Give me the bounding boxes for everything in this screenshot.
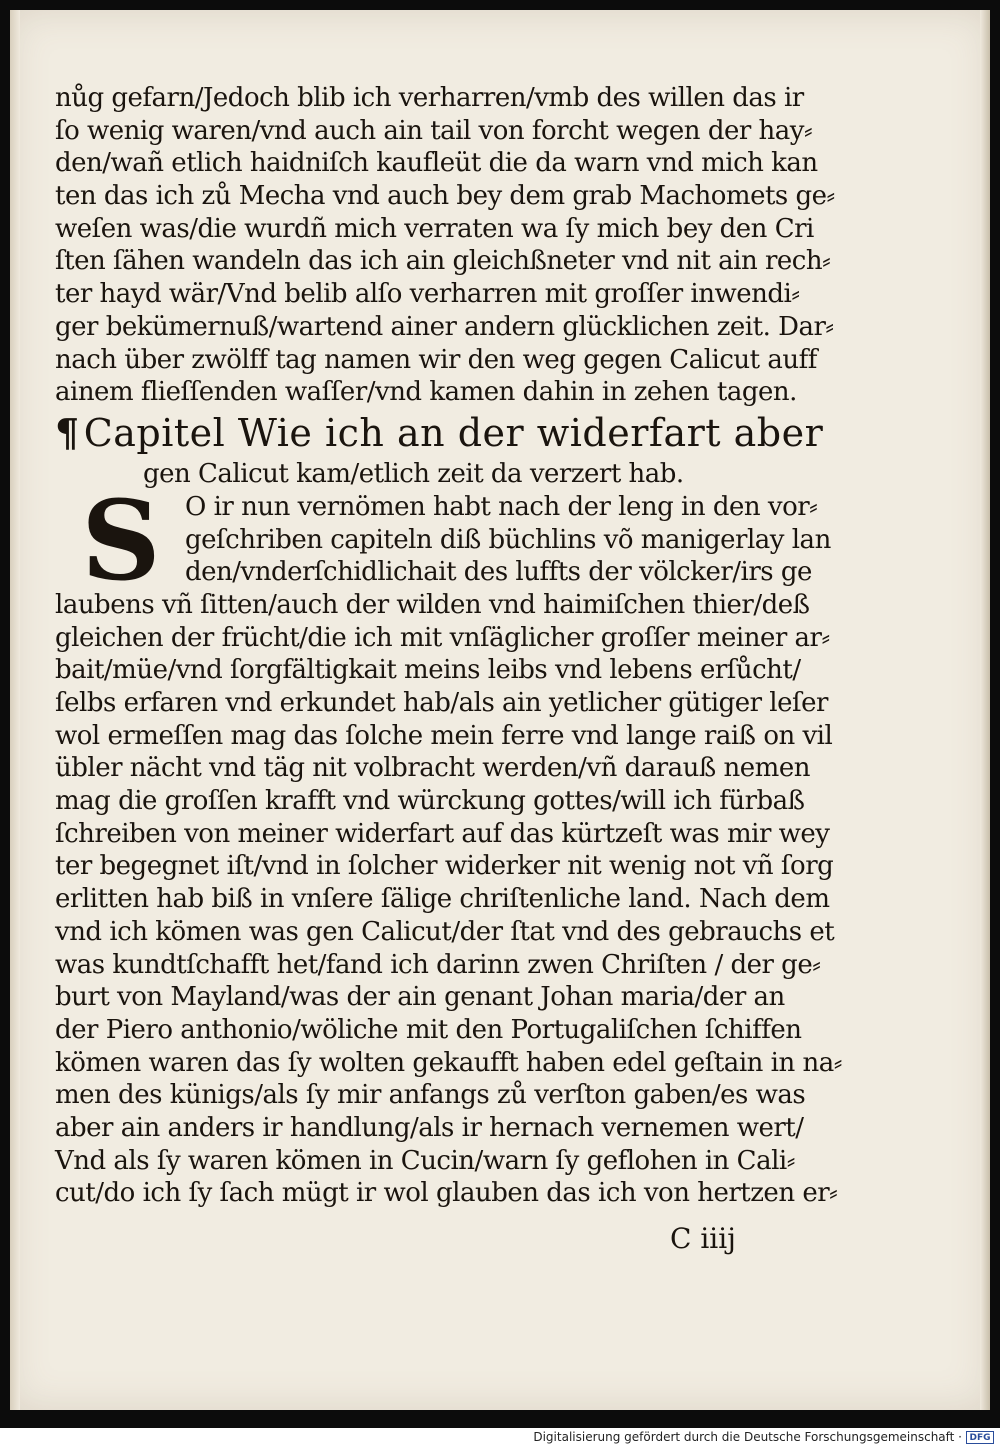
text-line: vnd ich kömen was gen Calicut/der ſtat vnd des gebrauchs et [55,916,835,947]
text-line: men des künigs/als ſy mir anfangs zů verſton gaben/es was [55,1080,806,1111]
text-line: den/vnderſchidlichait des luffts der völcker/irs ge [185,557,812,588]
text-line: ainem flieſſenden waſſer/vnd kamen dahin in zehen tagen. [55,377,797,408]
drop-cap-initial: S [81,475,161,605]
text-line: ger bekümernuß/wartend ainer andern glücklichen zeit. Dar⸗ [55,311,834,342]
text-line: ter begegnet iſt/vnd in ſolcher widerker nit wenig not vñ ſorg [55,851,834,882]
text-block [55,82,842,1210]
text-line: Vnd als ſy waren kömen in Cucin/warn ſy geflohen in Cali⸗ [55,1145,795,1176]
text-line: erlitten hab biß in vnſere ſälige chriſtenliche land. Nach dem [55,884,830,915]
text-line: cut/do ich ſy ſach mügt ir wol glauben das ich von hertzen er⸗ [55,1178,838,1209]
chapter-heading-text: Capitel Wie ich an der widerfart aber [83,410,824,455]
text-line: laubens vñ ſitten/auch der wilden vnd haimiſchen thier/deß [55,589,810,620]
text-line: ſten ſähen wandeln das ich ain gleichßneter vnd nit ain rech⸗ [55,246,831,277]
signature-mark: C iiij [670,1222,736,1255]
text-line: ter hayd wär/Vnd belib alſo verharren mit groſſer inwendi⸗ [55,279,800,310]
text-line: kömen waren das ſy wolten gekaufft haben edel geſtain in na⸗ [55,1047,842,1078]
text-line: übler nächt vnd täg nit volbracht werden/vñ darauß nemen [55,753,810,784]
text-line: O ir nun vernömen habt nach der leng in den vor⸗ [185,491,818,522]
chapter-heading [55,409,835,457]
dfg-logo[interactable]: DFG [966,1431,994,1444]
text-line: ten das ich zů Mecha vnd auch bey dem grab Machomets ge⸗ [55,181,835,212]
page-edge-left [10,10,20,1410]
text-line: ſo wenig waren/vnd auch ain tail von forcht wegen der hay⸗ [55,115,813,146]
text-line: weſen was/die wurdñ mich verraten wa ſy mich bey den Cri [55,213,814,244]
text-line: bait/müe/vnd ſorgfältigkait meins leibs vnd lebens erſůcht/ [55,655,801,686]
page-edge-right [980,10,990,1410]
text-line: gleichen der frücht/die ich mit vnſäglicher groſſer meiner ar⸗ [55,622,830,653]
chapter-subheading: gen Calicut kam/etlich zeit da verzert hab. [143,458,684,489]
text-line: aber ain anders ir handlung/als ir hernach vernemen wert/ [55,1112,804,1143]
text-line: wol ermeſſen mag das ſolche mein ferre vnd lange raiß on vil [55,720,833,751]
text-line: geſchriben capiteln diß büchlins võ manigerlay lan [185,524,831,555]
credit-bar [0,1428,1000,1447]
text-line: was kundtſchafft het/fand ich darinn zwen Chriſten / der ge⸗ [55,949,821,980]
text-line: burt von Mayland/was der ain genant Johan maria/der an [55,982,785,1013]
funding-credit: Digitalisierung gefördert durch die Deutsche Forschungsgemeinschaft · [533,1430,962,1444]
text-line: ſelbs erfaren vnd erkundet hab/als ain yetlicher gütiger leſer [55,688,828,718]
text-line: ſchreiben von meiner widerfart auf das kürtzeſt was mir wey [55,818,830,849]
text-line: mag die groſſen krafft vnd würckung gottes/will ich fürbaß [55,786,805,817]
text-line: nach über zwölff tag namen wir den weg gegen Calicut auff [55,344,817,375]
pilcrow-mark: ¶ [55,409,80,455]
text-line: der Piero anthonio/wöliche mit den Portugaliſchen ſchiffen [55,1014,802,1045]
text-line: den/wañ etlich haidniſch kaufleüt die da warn vnd mich kan [55,148,818,179]
text-line: nůg gefarn/Jedoch blib ich verharren/vmb des willen das ir [55,83,804,113]
